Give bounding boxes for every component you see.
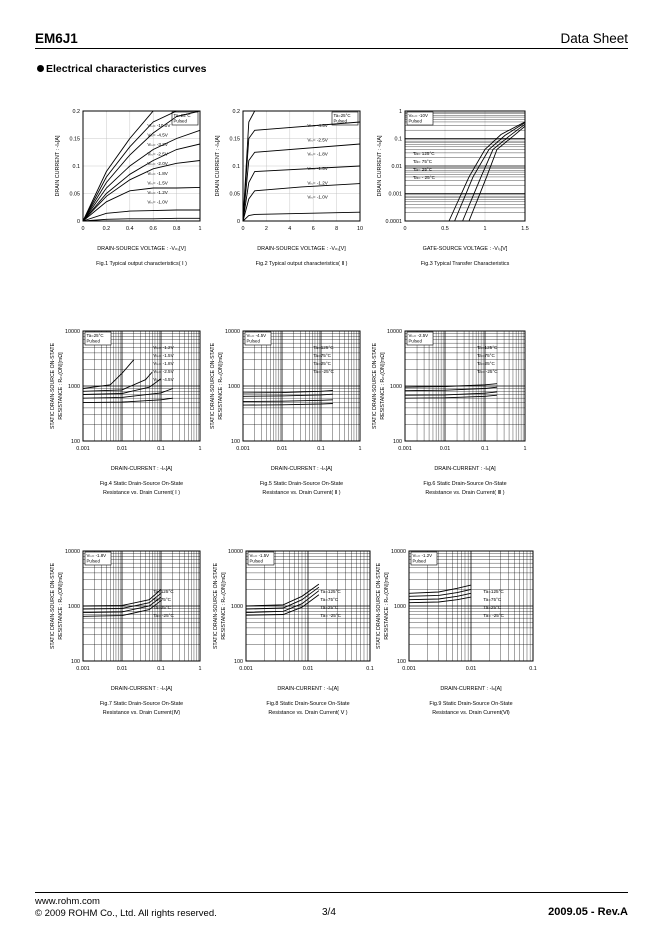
- y-tick-label: 10000: [391, 549, 406, 555]
- y-axis-title: RESISTANCE : Rₙₛ(ON)[mΩ]: [218, 352, 224, 420]
- series-line: [409, 585, 471, 593]
- series-label: Ta=125°C: [483, 589, 504, 594]
- condition-text: Vₗₛ= -4.5V: [246, 333, 267, 338]
- y-tick-label: 0.001: [388, 191, 402, 198]
- series-label: Vₗₛ= -1.2V: [153, 345, 174, 350]
- x-tick-label: 4: [288, 226, 292, 232]
- figure-caption: Resistance vs. Drain Current(Ⅳ): [102, 710, 181, 716]
- x-tick-label: 0.1: [157, 666, 165, 672]
- series-label: Ta= 125°C: [413, 151, 435, 156]
- series-label: Vₗₛ= -2.0V: [147, 161, 168, 167]
- y-tick-label: 0.1: [232, 164, 240, 170]
- y-tick-label: 0.05: [229, 191, 240, 198]
- x-tick-label: 2: [264, 226, 268, 232]
- x-tick-label: 0.8: [172, 226, 181, 232]
- figure-caption: Resistance vs. Drain Current( Ⅰ ): [102, 490, 181, 496]
- y-axis-title: STATIC DRAIN-SOURCE ON-STATE: [213, 562, 219, 650]
- figure-caption: Fig.5 Static Drain-Source On-State: [259, 481, 344, 487]
- part-number: EM6J1: [35, 31, 78, 46]
- x-tick-label: 0.1: [529, 666, 537, 672]
- page-number: 3/4: [322, 907, 336, 918]
- series-label: Vₗₛ= -1.5V: [147, 180, 168, 186]
- series-label: Ta=125°C: [153, 589, 174, 594]
- series-line: [243, 184, 360, 221]
- revision: 2009.05 - Rev.A: [548, 906, 628, 918]
- series-label: Ta=75°C: [477, 353, 495, 358]
- condition-text: Vₗₛ= -2.5V: [408, 333, 429, 338]
- series-label: Ta=25°C: [477, 361, 495, 366]
- figure-caption: Resistance vs. Drain Current( Ⅴ ): [268, 710, 348, 716]
- figure-caption: Resistance vs. Drain Current( Ⅱ ): [262, 490, 341, 496]
- x-tick-label: 0.01: [465, 666, 477, 672]
- figure-caption: Resistance vs. Drain Current(Ⅵ): [432, 710, 510, 716]
- x-tick-label: 0.01: [116, 446, 128, 452]
- series-label: Ta=25°C: [313, 361, 332, 366]
- y-tick-label: 10000: [387, 329, 402, 335]
- chart-4: [50, 329, 202, 496]
- figure-caption: Fig.2 Typical output characteristics( Ⅱ ): [255, 261, 348, 267]
- y-tick-label: 0.05: [69, 191, 80, 198]
- condition-text: Pulsed: [333, 118, 347, 124]
- x-tick-label: 0.001: [402, 666, 416, 672]
- x-axis-title: DRAIN-CURRENT : -Iₙ[A]: [277, 686, 339, 692]
- y-tick-label: 0.2: [72, 109, 80, 115]
- x-axis-title: DRAIN-SOURCE VOLTAGE : -Vₙₛ[V]: [97, 246, 186, 252]
- condition-text: Pulsed: [408, 118, 422, 124]
- series-label: Vₗₛ= -2.5V: [153, 369, 174, 374]
- series-label: Vₗₛ= -1.8V: [147, 170, 168, 176]
- y-axis-title: RESISTANCE : Rₙₛ(ON)[mΩ]: [221, 572, 227, 640]
- y-axis-title: RESISTANCE : Rₙₛ(ON)[mΩ]: [380, 352, 386, 420]
- condition-text: Pulsed: [412, 558, 426, 564]
- series-label: Ta=75°C: [320, 597, 339, 602]
- y-tick-label: 1000: [68, 384, 80, 390]
- y-tick-label: 100: [71, 439, 80, 445]
- y-tick-label: 0.1: [394, 136, 402, 143]
- x-tick-label: 1: [198, 226, 202, 232]
- series-label: Ta= -25°C: [313, 369, 334, 374]
- x-tick-label: 0.1: [481, 446, 489, 452]
- y-tick-label: 0.01: [391, 164, 402, 170]
- y-tick-label: 100: [71, 659, 80, 665]
- x-axis-title: DRAIN-CURRENT : -Iₙ[A]: [440, 686, 502, 692]
- footer-rule: [35, 892, 628, 893]
- series-label: Ta=125°C: [313, 345, 334, 350]
- x-tick-label: 1: [358, 446, 362, 452]
- x-tick-label: 0: [241, 226, 245, 232]
- x-axis-title: DRAIN-CURRENT : -Iₙ[A]: [110, 466, 173, 472]
- y-tick-label: 100: [234, 659, 243, 665]
- series-label: Vₗₛ= -1.8V: [307, 151, 328, 157]
- x-tick-label: 0: [81, 226, 85, 232]
- y-tick-label: 10000: [65, 549, 80, 555]
- chart-5: [210, 329, 362, 496]
- x-axis-title: DRAIN-CURRENT : -Iₙ[A]: [110, 686, 173, 692]
- document-type: Data Sheet: [560, 31, 628, 46]
- series-label: Ta=125°C: [477, 345, 498, 350]
- series-line: [469, 126, 525, 221]
- series-label: Ta= -25°C: [320, 613, 342, 618]
- y-axis-title: STATIC DRAIN-SOURCE ON-STATE: [50, 562, 56, 650]
- y-tick-label: 10000: [65, 329, 80, 335]
- x-tick-label: 10: [357, 226, 363, 232]
- x-tick-label: 0.1: [157, 446, 165, 452]
- x-tick-label: 0.001: [236, 446, 250, 452]
- series-label: Ta= 25°C: [413, 167, 433, 172]
- y-tick-label: 100: [397, 659, 406, 665]
- x-axis-title: DRAIN-CURRENT : -Iₙ[A]: [434, 466, 496, 472]
- series-label: Ta=125°C: [320, 589, 341, 594]
- y-tick-label: 0.2: [232, 109, 240, 115]
- series-label: Ta= -25°C: [153, 613, 174, 618]
- series-label: Vₗₛ= -1.5V: [307, 166, 328, 171]
- series-label: Vₗₛ= -1.2V: [147, 189, 168, 195]
- y-tick-label: 1000: [68, 604, 80, 610]
- y-tick-label: 0.1: [72, 164, 80, 170]
- x-tick-label: 0.1: [317, 446, 325, 452]
- section-title-text: Electrical characteristics curves: [46, 63, 207, 75]
- series-label: Ta=25°C: [483, 605, 502, 610]
- figure-caption: Fig.6 Static Drain-Source On-State: [423, 481, 507, 487]
- condition-text: Vₗₛ= -1.2V: [412, 553, 433, 558]
- condition-text: Vₙₛ= -10V: [408, 113, 428, 118]
- chart-3: [377, 109, 529, 267]
- x-tick-label: 0.2: [102, 226, 111, 232]
- y-axis-title: STATIC DRAIN-SOURCE ON-STATE: [372, 342, 378, 430]
- y-axis-title: DRAIN CURRENT : -Iₙ[A]: [55, 135, 61, 197]
- y-tick-label: 10000: [228, 549, 243, 555]
- chart-6: [372, 329, 527, 496]
- y-tick-label: 1000: [231, 604, 243, 610]
- series-label: Ta=75°C: [153, 597, 172, 602]
- x-tick-label: 8: [335, 226, 339, 232]
- series-label: Vₗₛ= -4.5V: [147, 132, 168, 138]
- figure-caption: Fig.7 Static Drain-Source On-State: [99, 701, 184, 707]
- figure-caption: Fig.8 Static Drain-Source On-State: [266, 701, 350, 707]
- condition-text: Pulsed: [249, 558, 263, 564]
- condition-text: Pulsed: [173, 118, 187, 124]
- y-axis-title: RESISTANCE : Rₙₛ(ON)[mΩ]: [58, 352, 64, 420]
- x-tick-label: 1: [198, 666, 202, 672]
- footer-copyright: © 2009 ROHM Co., Ltd. All rights reserved.: [35, 908, 217, 919]
- chart-8: [213, 549, 374, 716]
- x-tick-label: 0: [403, 226, 407, 232]
- x-tick-label: 0.001: [76, 666, 90, 672]
- x-tick-label: 0.01: [439, 446, 451, 452]
- condition-text: Vₗₛ= -1.8V: [86, 553, 107, 558]
- series-label: Vₗₛ= -2.5V: [147, 151, 168, 157]
- series-line: [243, 144, 360, 221]
- y-axis-title: STATIC DRAIN-SOURCE ON-STATE: [50, 342, 56, 430]
- series-label: Vₗₛ= -1.0V: [307, 194, 328, 200]
- x-axis-title: DRAIN-CURRENT : -Iₙ[A]: [270, 466, 333, 472]
- series-label: Vₗₛ= -3.2V: [147, 142, 168, 148]
- figure-caption: Fig.1 Typical output characteristics( Ⅰ ): [96, 261, 187, 267]
- figure-caption: Fig.4 Static Drain-Source On-State: [99, 481, 184, 487]
- series-label: Vₗₛ= -1.0V: [147, 199, 168, 205]
- y-axis-title: DRAIN CURRENT : -Iₙ[A]: [377, 135, 383, 197]
- series-label: Vₗₛ= -4.5V: [307, 123, 328, 128]
- y-tick-label: 0.15: [69, 136, 80, 143]
- y-tick-label: 0.15: [229, 136, 240, 143]
- series-label: Ta=25°C: [153, 605, 172, 610]
- x-tick-label: 0.001: [239, 666, 253, 672]
- condition-text: Vₗₛ= -1.5V: [249, 553, 270, 558]
- y-tick-label: 1: [399, 109, 402, 115]
- chart-9: [376, 549, 537, 716]
- condition-text: Ta=25°C: [86, 333, 104, 338]
- x-tick-label: 0.1: [366, 666, 374, 672]
- footer-url[interactable]: www.rohm.com: [35, 896, 100, 907]
- series-line: [83, 360, 134, 389]
- series-label: Vₗₛ= -4.5V: [153, 377, 174, 382]
- x-tick-label: 1: [483, 226, 487, 232]
- chart-2: [215, 109, 363, 267]
- x-tick-label: 1.5: [521, 226, 529, 232]
- x-tick-label: 0.001: [76, 446, 90, 452]
- condition-text: Ta=25°C: [173, 113, 191, 118]
- series-label: Ta=75°C: [483, 597, 502, 602]
- x-tick-label: 0.6: [149, 226, 157, 232]
- condition-text: Ta=25°C: [333, 113, 351, 118]
- series-label: Ta= -25°C: [477, 369, 498, 374]
- x-tick-label: 1: [198, 446, 202, 452]
- series-line: [243, 212, 360, 221]
- series-label: Ta= - 25°C: [413, 175, 435, 180]
- series-label: Vₗₛ= -1.5V: [153, 353, 174, 358]
- y-axis-title: RESISTANCE : Rₙₛ(ON)[mΩ]: [58, 572, 64, 640]
- x-tick-label: 1: [523, 446, 527, 452]
- series-label: Vₗₛ= -1.2V: [307, 180, 328, 186]
- y-tick-label: 1000: [228, 384, 240, 390]
- x-tick-label: 6: [311, 226, 315, 232]
- series-label: Ta= -25°C: [483, 613, 505, 618]
- x-tick-label: 0.4: [126, 226, 134, 232]
- series-line: [83, 144, 200, 221]
- y-tick-label: 0: [77, 219, 80, 225]
- series-label: Ta=75°C: [313, 353, 332, 358]
- condition-text: Pulsed: [86, 338, 100, 344]
- x-tick-label: 0.01: [276, 446, 288, 452]
- y-tick-label: 0: [237, 219, 240, 225]
- y-tick-label: 100: [393, 439, 402, 445]
- x-tick-label: 0.5: [441, 226, 449, 232]
- figure-caption: Fig.3 Typical Transfer Characteristics: [420, 261, 510, 267]
- series-label: Vₗₛ= -2.5V: [307, 137, 328, 143]
- y-axis-title: DRAIN CURRENT : -Iₙ[A]: [215, 135, 221, 197]
- x-axis-title: GATE-SOURCE VOLTAGE : -Vₗₛ[V]: [422, 246, 508, 252]
- series-label: Ta= 75°C: [413, 159, 433, 164]
- x-tick-label: 0.01: [302, 666, 314, 672]
- y-tick-label: 1000: [390, 384, 402, 390]
- series-label: Vₗₛ= -1.8V: [153, 361, 174, 366]
- y-axis-title: STATIC DRAIN-SOURCE ON-STATE: [210, 342, 216, 430]
- series-line: [83, 161, 200, 222]
- condition-text: Pulsed: [86, 558, 100, 564]
- y-axis-title: STATIC DRAIN-SOURCE ON-STATE: [376, 562, 382, 650]
- x-axis-title: DRAIN-SOURCE VOLTAGE : -Vₙₛ[V]: [257, 246, 346, 252]
- condition-text: Pulsed: [408, 338, 422, 344]
- x-tick-label: 0.001: [398, 446, 412, 452]
- chart-7: [50, 549, 202, 716]
- figure-caption: Fig.9 Static Drain-Source On-State: [429, 701, 513, 707]
- series-line: [455, 123, 525, 221]
- y-axis-title: RESISTANCE : Rₙₛ(ON)[mΩ]: [384, 572, 390, 640]
- y-tick-label: 1000: [394, 604, 406, 610]
- chart-1: [55, 109, 202, 267]
- series-label: Ta=25°C: [320, 605, 339, 610]
- condition-text: Pulsed: [246, 338, 260, 344]
- y-tick-label: 0.0001: [385, 219, 402, 225]
- figure-caption: Resistance vs. Drain Current( Ⅲ ): [425, 490, 505, 496]
- y-tick-label: 100: [231, 439, 240, 445]
- series-label: Vₗₛ= -10.0V: [147, 123, 171, 128]
- y-tick-label: 10000: [225, 329, 240, 335]
- x-tick-label: 0.01: [116, 666, 128, 672]
